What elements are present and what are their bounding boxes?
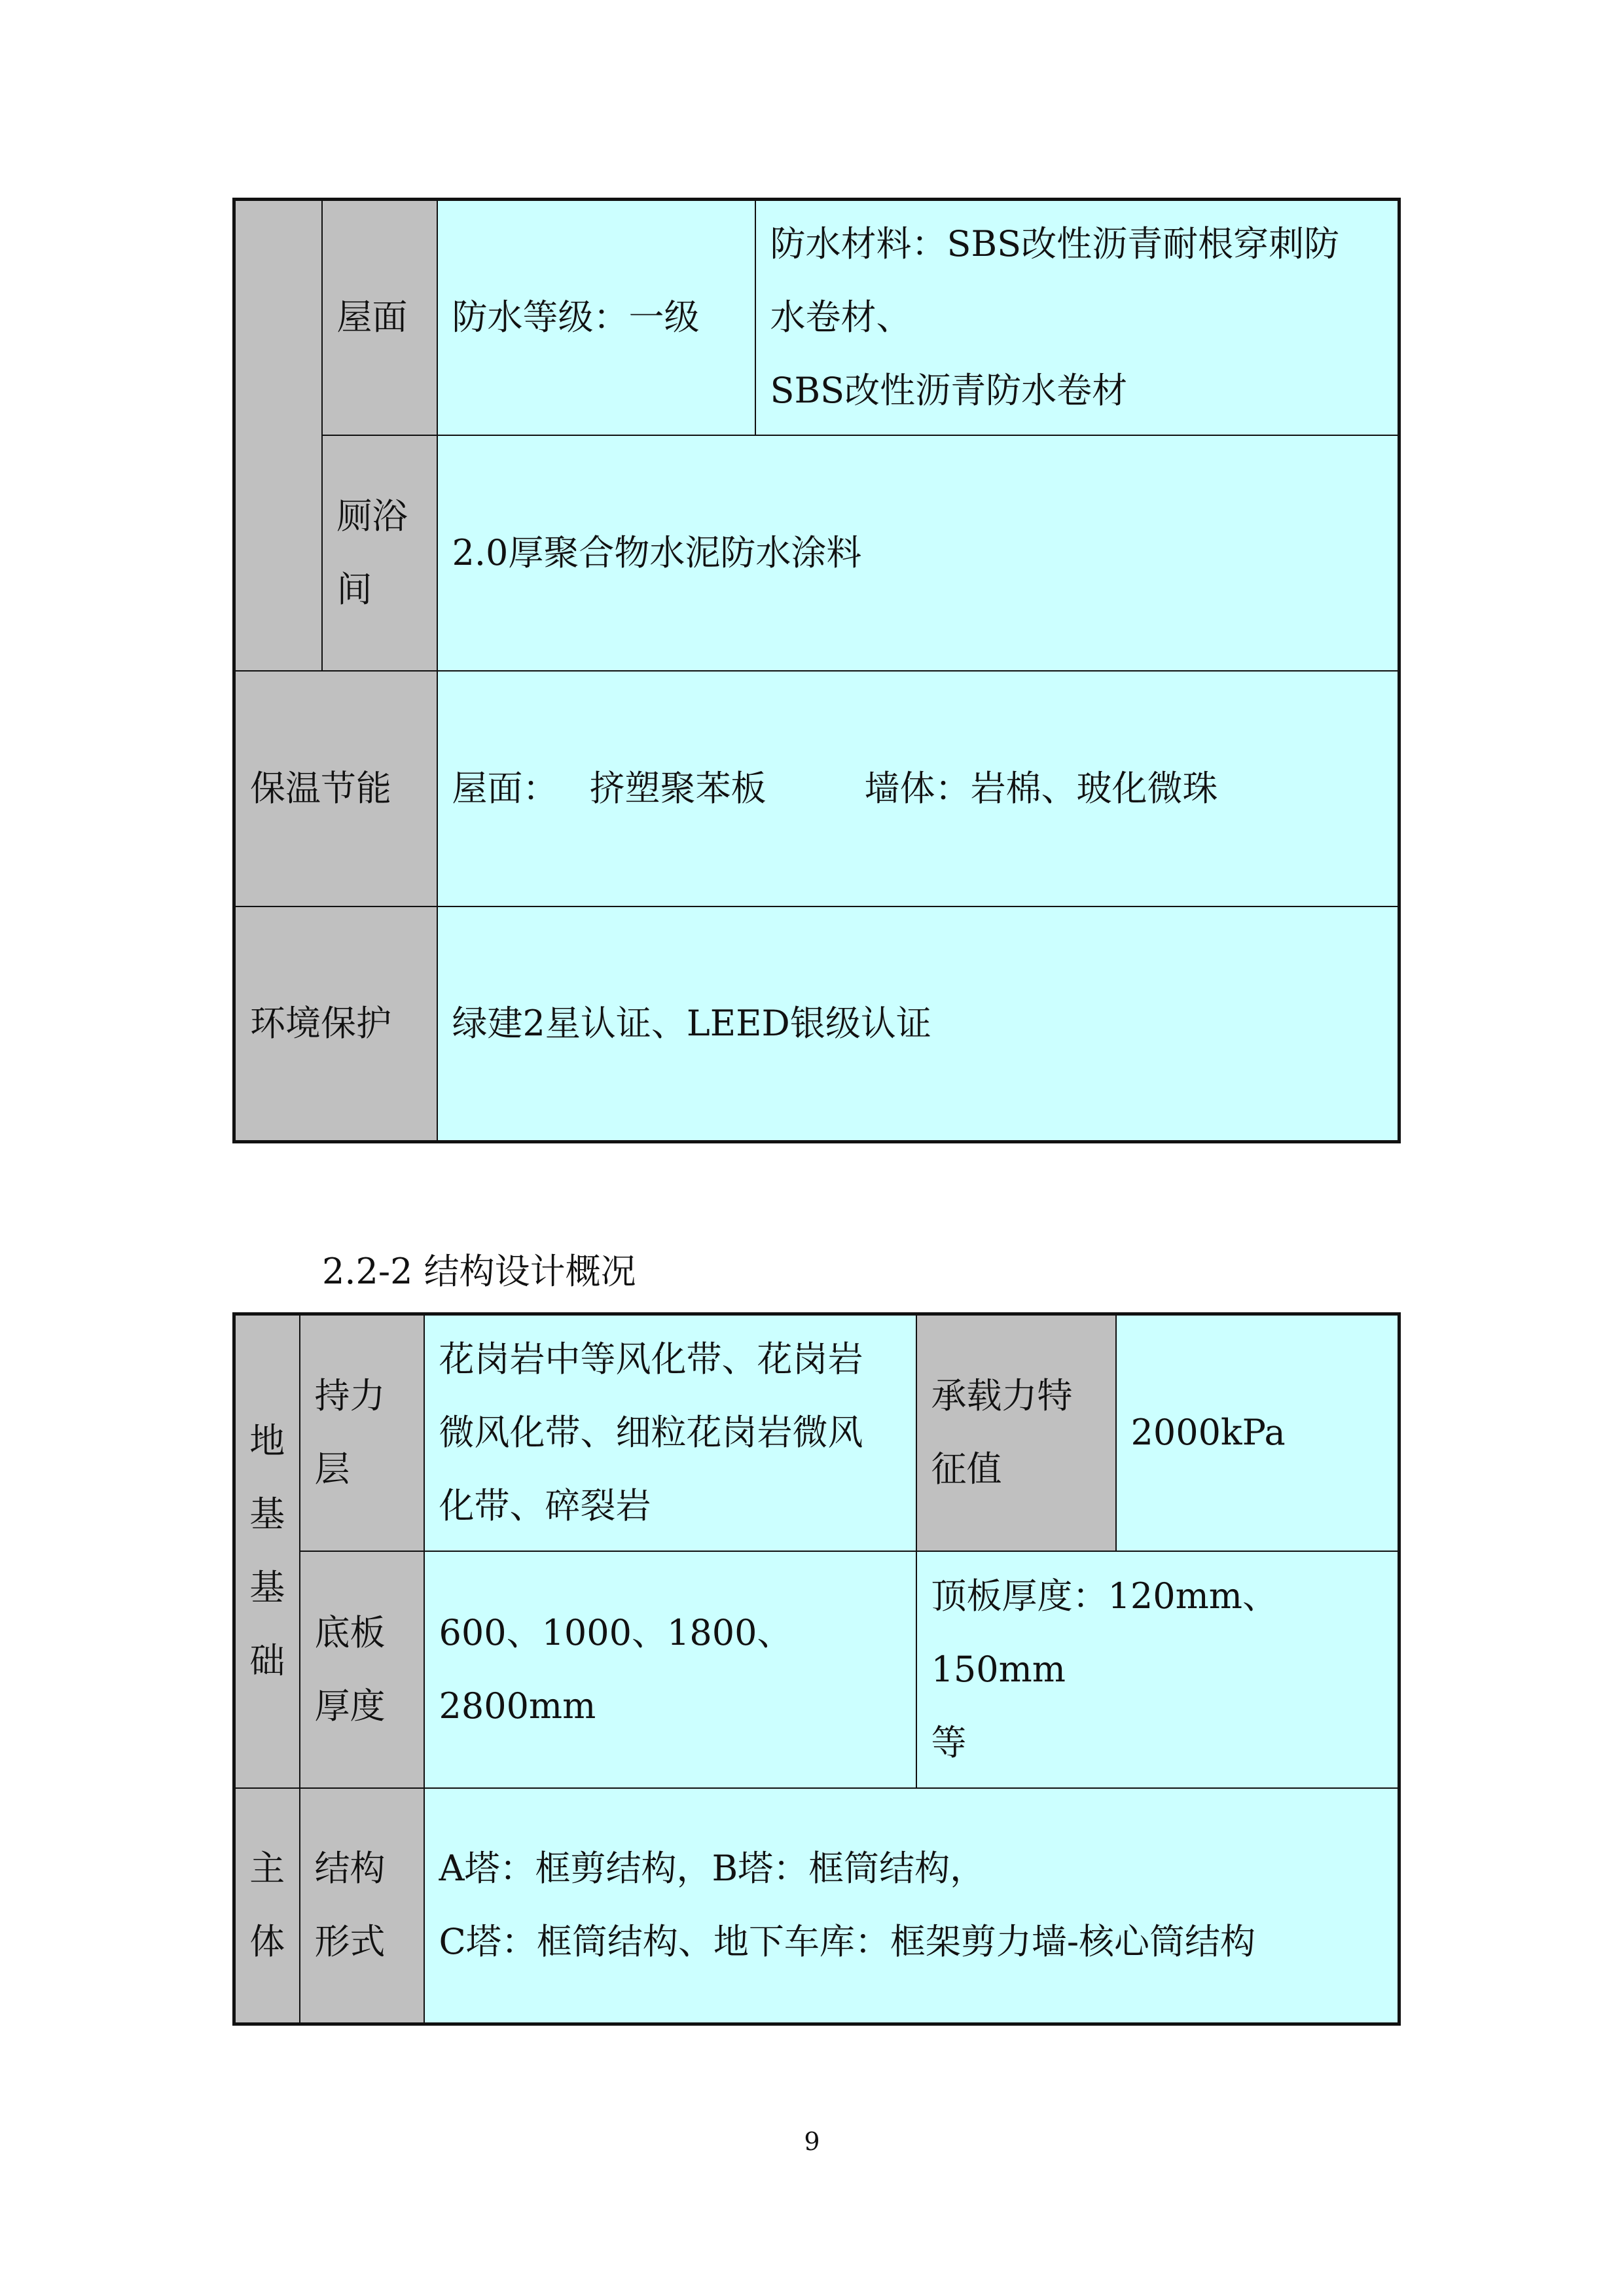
roof-material-line1: 防水材料：SBS改性沥青耐根穿刺防 — [770, 223, 1340, 265]
insulation-value-cell — [437, 671, 1399, 906]
structure-form-value-cell — [424, 1788, 1399, 2024]
foundation-group-char2: 基 — [249, 1494, 285, 1535]
bearing-layer-value-cell — [424, 1314, 916, 1551]
roof-label: 屋面 — [336, 296, 408, 338]
insulation-roof: 屋面： — [452, 767, 558, 809]
bearing-layer-line1: 花岗岩中等风化带、花岗岩 — [439, 1338, 863, 1380]
structure-table — [232, 1312, 1401, 2026]
bathroom-waterproof-value: 2.0厚聚合物水泥防水涂料 — [452, 531, 862, 573]
main-body-char1: 主 — [249, 1848, 285, 1890]
roof-material-line3: SBS改性沥青防水卷材 — [770, 370, 1128, 412]
bearing-layer-label-cell — [300, 1314, 424, 1551]
roof-waterproof-grade: 防水等级：一级 — [452, 296, 700, 338]
bathroom-label-line1: 厕浴 — [336, 495, 408, 537]
capacity-value-cell — [1116, 1314, 1399, 1551]
insulation-wall: 墙体：岩棉、玻化微珠 — [864, 767, 1218, 809]
slab-label-line2: 厚度 — [314, 1685, 386, 1727]
roof-grade-cell — [437, 200, 755, 435]
environment-label-cell — [234, 906, 437, 1142]
slab-value-cell — [424, 1551, 916, 1788]
environment-value-cell — [437, 906, 1399, 1142]
bearing-layer-line2: 微风化带、细粒花岗岩微风 — [439, 1412, 863, 1454]
structure-form-line2: C塔：框筒结构、地下车库：框架剪力墙-核心筒结构 — [439, 1921, 1256, 1963]
roofslab-line1: 顶板厚度：120mm、150mm — [931, 1575, 1278, 1690]
foundation-group-char3: 基 — [249, 1567, 285, 1609]
foundation-group-char4: 础 — [249, 1640, 285, 1682]
structure-form-label-cell — [300, 1788, 424, 2024]
slab-thickness-value: 600、1000、1800、2800mm — [439, 1611, 793, 1727]
structure-form-line1: A塔：框剪结构，B塔：框筒结构， — [439, 1848, 986, 1890]
main-body-char2: 体 — [249, 1921, 285, 1963]
building-table — [232, 198, 1401, 1143]
page-number: 9 — [804, 2127, 820, 2156]
foundation-group-cell — [234, 1314, 300, 1788]
bearing-layer-label-line1: 持力 — [314, 1375, 386, 1417]
bearing-layer-line3: 化带、碎裂岩 — [439, 1485, 651, 1527]
foundation-group-char1: 地 — [249, 1420, 285, 1462]
roofslab-cell — [916, 1551, 1399, 1788]
capacity-label-cell — [916, 1314, 1116, 1551]
capacity-label-line1: 承载力特 — [931, 1375, 1073, 1417]
bathroom-label-line2: 间 — [336, 568, 372, 610]
capacity-value: 2000kPa — [1130, 1412, 1286, 1454]
structure-form-label-line1: 结构 — [314, 1848, 386, 1890]
structure-form-label-line2: 形式 — [314, 1921, 386, 1963]
insulation-roof-value: 挤塑聚苯板 — [589, 767, 767, 809]
environment-value: 绿建2星认证、LEED银级认证 — [452, 1002, 931, 1044]
bearing-layer-label-line2: 层 — [314, 1448, 350, 1490]
roof-label-cell — [322, 200, 437, 435]
roof-material-cell — [755, 200, 1399, 435]
capacity-label-line2: 征值 — [931, 1448, 1002, 1490]
structure-table-caption: 2.2-2 结构设计概况 — [322, 1251, 636, 1292]
main-body-group-cell — [234, 1788, 300, 2024]
environment-label: 环境保护 — [250, 1002, 391, 1044]
insulation-label: 保温节能 — [250, 767, 391, 809]
roof-material-line2: 水卷材、 — [770, 296, 912, 338]
slab-label-cell — [300, 1551, 424, 1788]
waterproof-group-cell — [234, 200, 322, 671]
roofslab-line2: 等 — [931, 1721, 967, 1763]
insulation-label-cell — [234, 671, 437, 906]
slab-label-line1: 底板 — [314, 1611, 386, 1653]
insulation-value — [452, 752, 1398, 825]
bathroom-value-cell — [437, 435, 1399, 671]
bathroom-label-cell — [322, 435, 437, 671]
